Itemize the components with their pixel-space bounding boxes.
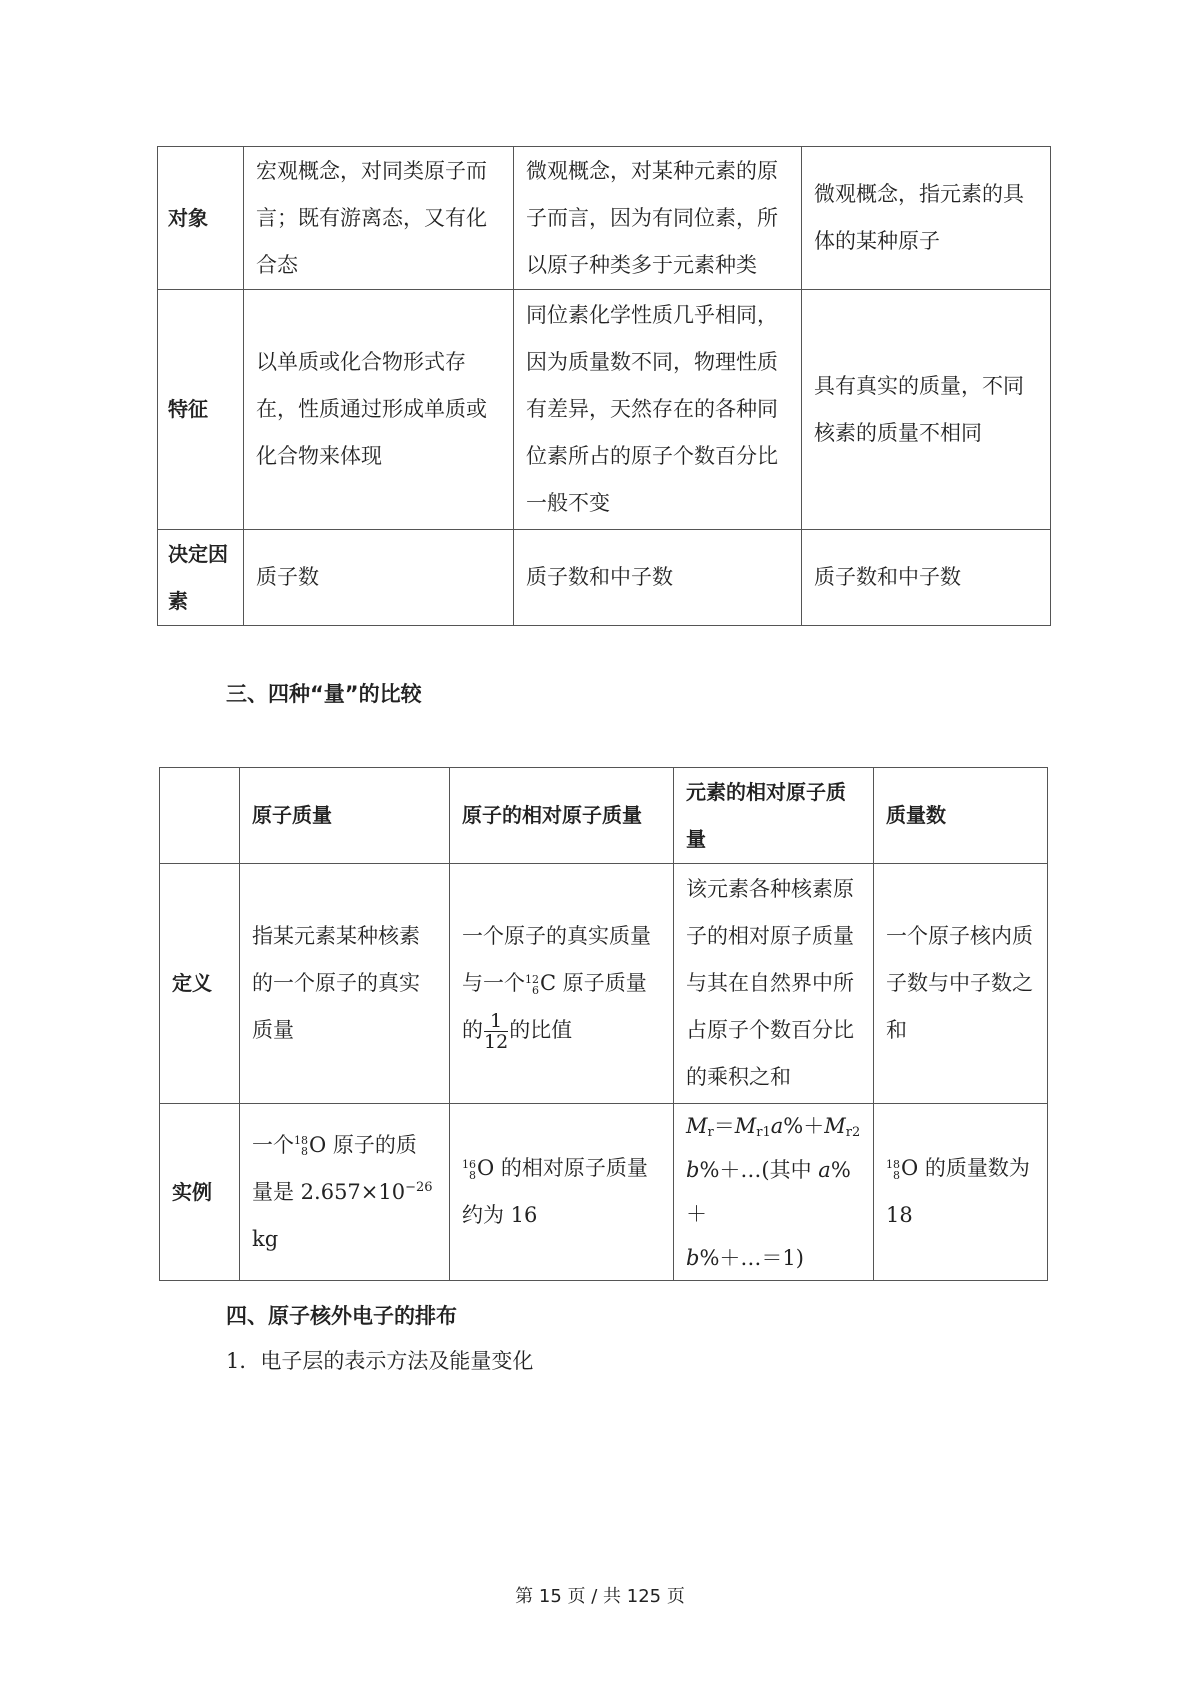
row-header: 对象 (158, 147, 244, 290)
fraction-numerator: 1 (484, 1011, 508, 1032)
row-header: 决定因素 (158, 530, 244, 626)
corner-cell (160, 768, 240, 864)
text-run: 的相对原子质量约为 16 (462, 1156, 648, 1227)
page-footer: 第 15 页 / 共 125 页 (515, 1586, 685, 1607)
fraction (484, 1011, 508, 1052)
formula-variable: b (686, 1158, 700, 1182)
text-run: 的比值 (509, 1018, 573, 1042)
unit: kg (252, 1226, 279, 1251)
formula-percent: % (699, 1158, 720, 1182)
element-symbol: O (901, 1156, 919, 1180)
section-heading: 三、四种“量”的比较 (226, 682, 422, 706)
formula-subscript: r1 (756, 1125, 771, 1140)
table-cell: 一个原子核内质子数与中子数之和 (874, 864, 1048, 1104)
atomic-number: 8 (893, 1168, 900, 1182)
formula-operator: ＋ (719, 1158, 741, 1182)
formula-variable: a (818, 1158, 831, 1182)
formula-operator: ＋ (719, 1246, 741, 1270)
isotope-notation (294, 1135, 308, 1157)
column-header: 原子质量 (240, 768, 450, 864)
formula-end: …＝1) (740, 1246, 804, 1270)
table-row (160, 1104, 1048, 1281)
table-cell: 微观概念，对某种元素的原子而言，因为有同位素，所以原子种类多于元素种类 (514, 147, 802, 290)
table-cell (674, 1104, 874, 1281)
row-header: 定义 (160, 864, 240, 1104)
text-run: 一个 (252, 1132, 294, 1157)
table-cell: 宏观概念，对同类原子而言；既有游离态，又有化合态 (244, 147, 514, 290)
mass-number: 18 (294, 1134, 308, 1147)
table-cell: 同位素化学性质几乎相同，因为质量数不同，物理性质有差异，天然存在的各种同位素所占的原子个数百分比一般不变 (514, 290, 802, 530)
atomic-number: 8 (469, 1168, 476, 1182)
isotope-notation (525, 974, 539, 996)
formula-subscript: r (707, 1125, 714, 1140)
subsection-heading: 1．电子层的表示方法及能量变化 (226, 1349, 534, 1373)
formula-variable: a (770, 1114, 784, 1138)
table-cell: 该元素各种核素原子的相对原子质量与其在自然界中所占原子个数百分比的乘积之和 (674, 864, 874, 1104)
table-cell: 具有真实的质量，不同核素的质量不相同 (802, 290, 1051, 530)
mass-number: 12 (525, 972, 539, 986)
nuclide-comparison-table (157, 146, 1051, 626)
mass-number: 18 (886, 1157, 900, 1171)
row-header: 实例 (160, 1104, 240, 1281)
table-cell (874, 1104, 1048, 1281)
formula-variable: b (686, 1246, 700, 1270)
exponent: −26 (405, 1179, 433, 1195)
formula-operator: ＋ (803, 1114, 825, 1138)
text-run: 原子质量的 (462, 971, 647, 1042)
table-row (158, 530, 1051, 626)
formula-percent: % (783, 1114, 804, 1138)
formula-symbol: M (686, 1114, 708, 1138)
formula-note: …(其中 (740, 1158, 819, 1182)
column-header: 元素的相对原子质量 (674, 768, 874, 864)
table-row (158, 290, 1051, 530)
table-cell (240, 1104, 450, 1281)
table-cell (450, 1104, 674, 1281)
text-run: 的质量数为 18 (886, 1156, 1030, 1227)
atomic-number: 8 (301, 1145, 308, 1158)
isotope-notation (886, 1159, 900, 1181)
table-cell: 指某元素某种核素的一个原子的真实质量 (240, 864, 450, 1104)
table-cell: 质子数 (244, 530, 514, 626)
table-cell: 质子数和中子数 (514, 530, 802, 626)
formula-operator: ＋ (686, 1202, 707, 1226)
table-cell: 质子数和中子数 (802, 530, 1051, 626)
table-cell: 以单质或化合物形式存在，性质通过形成单质或化合物来体现 (244, 290, 514, 530)
formula-subscript: r2 (845, 1125, 861, 1140)
table-row (158, 147, 1051, 290)
element-symbol: O (477, 1156, 495, 1180)
formula-symbol: M (824, 1114, 846, 1138)
column-header: 质量数 (874, 768, 1048, 864)
formula-symbol: M (734, 1114, 757, 1138)
table-header-row (160, 768, 1048, 864)
section-heading: 四、原子核外电子的排布 (226, 1304, 457, 1328)
mass-number: 16 (462, 1157, 476, 1171)
fraction-denominator: 12 (484, 1031, 509, 1053)
table-row (160, 864, 1048, 1104)
column-header: 原子的相对原子质量 (450, 768, 674, 864)
atomic-number: 6 (532, 983, 539, 997)
isotope-notation (462, 1159, 476, 1181)
table-cell: 微观概念，指元素的具体的某种原子 (802, 147, 1051, 290)
text-run: 原子的质量是 2.657×10 (252, 1132, 417, 1204)
element-symbol: C (540, 971, 557, 995)
text-run: 一个原子的真实质量与一个 (462, 924, 651, 995)
formula-percent: % (830, 1158, 851, 1182)
table-cell (450, 864, 674, 1104)
formula-operator: ＝ (713, 1114, 735, 1138)
row-header: 特征 (158, 290, 244, 530)
formula-percent: % (699, 1246, 720, 1270)
four-quantities-table (159, 767, 1048, 1281)
element-symbol: O (309, 1132, 327, 1157)
